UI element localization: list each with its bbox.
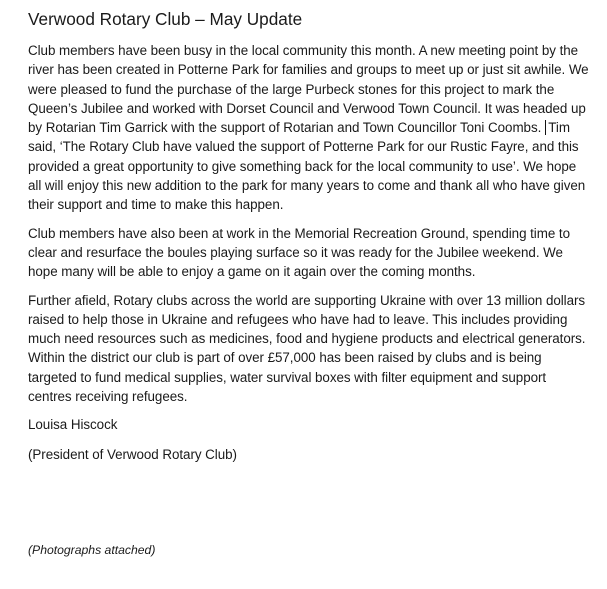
- paragraph-ukraine-support: Further afield, Rotary clubs across the world are supporting Ukraine with over 13 million dollars raised to help those in Ukraine and refugees who have had to leave. This includes providing much need resources such as medicines, food and hygiene products and electrical generators. Within the district our club is part of over £57,000 has been raised by clubs and is being targeted to fund medical supplies, water survival boxes with filter equipment and support centres receiving refugees.: [28, 292, 586, 405]
- text-cursor: [545, 120, 546, 135]
- paragraph-text: Club members have been busy in the local community this month. A new meeting point by the river has been created in Potterne Park for families and groups to meet up or just sit awhile. We were pleased to fund the purchase of the large Purbeck stones for this project to mark the Queen’s Jubilee and worked with Dorset Council and Verwood Town Council. It was headed up by Rotarian Tim Garrick with the support of Rotarian and Town Councillor Toni Coombs.: [28, 43, 589, 136]
- signature-role: (President of Verwood Rotary Club): [28, 446, 237, 462]
- document-title: Verwood Rotary Club – May Update: [28, 9, 303, 29]
- paragraph-meeting-point: [28, 41, 589, 215]
- paragraph-text: Tim said, ‘The Rotary Club have valued the support of Potterne Park for our Rustic Fayre, and this provided a great opportunity to give something back for the local community to use’. We hope all will enjoy this new addition to the park for many years to come and thank all who have given their support and time to make this happen.: [28, 120, 586, 213]
- paragraph-boules-surface: Club members have also been at work in the Memorial Recreation Ground, spending time to clear and resurface the boules playing surface so it was ready for the Jubilee weekend. We hope many will be able to enjoy a game on it again over the coming months.: [28, 225, 570, 280]
- signature-name: Louisa Hiscock: [28, 417, 118, 433]
- attachment-note: (Photographs attached): [28, 543, 156, 557]
